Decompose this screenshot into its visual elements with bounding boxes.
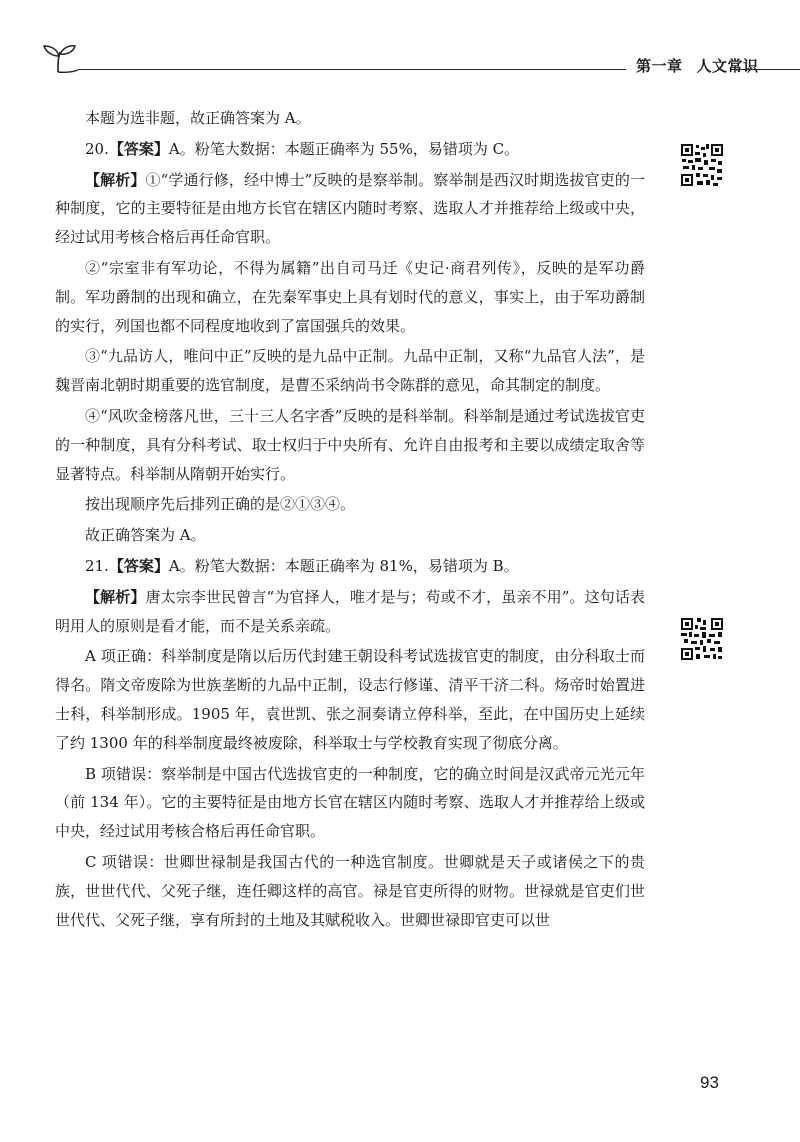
answer-paragraph-20: 20.【答案】A。粉笔大数据：本题正确率为 55%，易错项为 C。 xyxy=(85,139,520,158)
analysis-tag: 【解析】 xyxy=(85,587,146,606)
analysis-paragraph: 【解析】唐太宗李世民曾言“为官择人，唯才是与；苟或不才，虽亲不用”。这句话表明用人的原则是看才能，而不是关系亲疏。 xyxy=(55,587,645,635)
paragraph: C 项错误：世卿世禄制是我国古代的一种选官制度。世卿就是天子或诸侯之下的贵族，世世代代、父死子继，连任卿这样的高官。禄是官吏所得的财物。世禄就是官吏们世世代代、父死子继，享有所封的土地及其赋税收入。世卿世禄即官吏可以世 xyxy=(55,852,645,929)
chapter-number: 第一章 xyxy=(636,57,683,75)
analysis-tag: 【解析】 xyxy=(85,170,146,189)
answer-paragraph-21: 21.【答案】A。粉笔大数据：本题正确率为 81%，易错项为 B。 xyxy=(85,556,519,575)
answer-tag: 【答案】 xyxy=(108,139,169,158)
header-rule-left xyxy=(78,69,626,70)
header-rule-right xyxy=(730,69,800,70)
paragraph: ②“宗室非有军功论，不得为属籍”出自司马迁《史记·商君列传》，反映的是军功爵制。军功爵制的出现和确立，在先秦军事史上具有划时代的意义，事实上，由于军功爵制的实行，列国也都不同程度地收到了富国强兵的效果。 xyxy=(55,258,645,335)
paragraph: 本题为选非题，故正确答案为 A。 xyxy=(85,109,311,127)
paragraph: ③“九品访人，唯问中正”反映的是九品中正制。九品中正制，又称“九品官人法”，是魏晋南北朝时期重要的选官制度，是曹丕采纳尚书令陈群的意见，命其制定的制度。 xyxy=(55,347,645,395)
analysis-paragraph: 【解析】①“学通行修，经中博士”反映的是察举制。察举制是西汉时期选拔官吏的一种制度，它的主要特征是由地方长官在辖区内随时考察、选取人才并推荐给上级或中央，经过试用考核合格后再任命官职。 xyxy=(55,170,645,247)
question-number: 20. xyxy=(85,139,109,158)
sprout-icon xyxy=(40,42,78,76)
qr-code-icon xyxy=(680,143,724,187)
chapter-heading xyxy=(636,55,759,76)
paragraph: A 项正确：科举制度是隋以后历代封建王朝设科考试选拔官吏的制度，由分科取士而得名。隋文帝废除为世族垄断的九品中正制，设志行修谨、清平干济二科。炀帝时始置进士科，科举制形成。1905 年，袁世凯、张之洞奏请立停科举，至此，在中国历史上延续了约 1300 年的科举制度最终被废除，科举取士与学校教育实现了彻底分离。 xyxy=(55,647,645,752)
paragraph: 按出现顺序先后排列正确的是②①③④。 xyxy=(85,495,356,514)
chapter-title: 人文常识 xyxy=(696,57,759,75)
paragraph: 故正确答案为 A。 xyxy=(85,526,206,545)
page-content xyxy=(55,104,645,934)
answer-tag: 【答案】 xyxy=(108,556,169,575)
page-header xyxy=(40,42,800,82)
page-number: 93 xyxy=(700,1073,719,1092)
question-number: 21. xyxy=(85,556,109,575)
qr-code-icon xyxy=(680,617,724,661)
paragraph: ④“风吹金榜落凡世，三十三人名字香”反映的是科举制。科举制是通过考试选拔官吏的一种制度，具有分科考试、取士权归于中央所有、允许自由报考和主要以成绩定取舍等显著特点。科举制从隋朝开始实行。 xyxy=(55,406,645,483)
paragraph: B 项错误：察举制是中国古代选拔官吏的一种制度，它的确立时间是汉武帝元光元年（前 134 年）。它的主要特征是由地方长官在辖区内随时考察、选取人才并推荐给上级或中央，经过试用考核合格后再任命官职。 xyxy=(55,764,645,841)
